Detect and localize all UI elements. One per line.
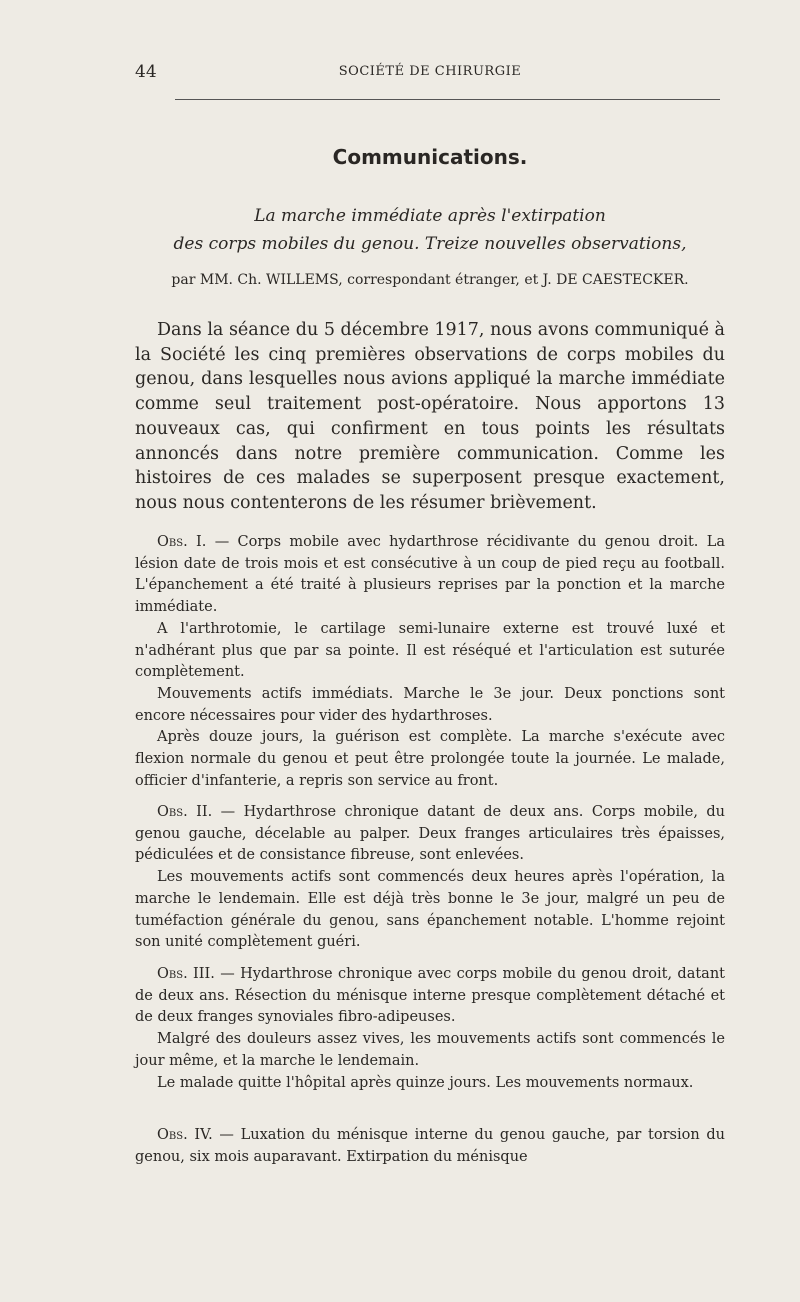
observation-paragraph bbox=[135, 532, 725, 619]
observation-label: Obs. I. bbox=[157, 534, 207, 550]
article-title bbox=[135, 202, 725, 258]
observation-text: — Hydarthrose chronique datant de deux ans. Corps mobile, du genou gauche, décelable au palper. Deux franges articulaires très épaisses, pédiculées et de consistance fibreuse, sont enlevées. bbox=[135, 804, 726, 864]
observation-label: Obs. II. bbox=[157, 804, 213, 820]
observation-1 bbox=[135, 532, 725, 792]
intro-text: Dans la séance du 5 décembre 1917, nous avons communiqué à la Société les cinq premières observations de corps mobiles du genou, dans lesquelles nous avions appliqué la marche immédiate comme seul traitement post-opératoire. Nous apportons 13 nouveaux cas, qui confirment en tous points les résultats annoncés dans notre première communication. Comme les histoires de ces malades se superposent presque exactement, nous nous contenterons de les résumer brièvement. bbox=[135, 320, 725, 513]
observation-paragraph bbox=[135, 802, 725, 867]
observation-paragraph bbox=[135, 1125, 725, 1168]
page-number: 44 bbox=[135, 62, 157, 82]
observation-paragraph: Le malade quitte l'hôpital après quinze jours. Les mouvements normaux. bbox=[157, 1074, 694, 1091]
observation-paragraph: Mouvements actifs immédiats. Marche le 3e jour. Deux ponctions sont encore nécessaires pour vider des hydarthroses. bbox=[135, 685, 725, 724]
observation-text: — Corps mobile avec hydarthrose récidivante du genou droit. La lésion date de trois mois et est consécutive à un coup de pied reçu au football. L'épanchement a été traité à plusieurs reprises par la ponction et la marche immédiate. bbox=[135, 534, 726, 616]
observation-label: Obs. III. bbox=[157, 966, 215, 982]
observation-text: — Luxation du ménisque interne du genou gauche, par torsion du genou, six mois auparavant. Extirpation du ménisque bbox=[135, 1127, 726, 1165]
observation-paragraph: Malgré des douleurs assez vives, les mouvements actifs sont commencés le jour même, et la marche le lendemain. bbox=[135, 1031, 725, 1069]
observation-paragraph bbox=[135, 964, 725, 1029]
article-title-line-1: La marche immédiate après l'extirpation bbox=[254, 206, 606, 226]
article-title-line-2: des corps mobiles du genou. Treize nouvelles observations, bbox=[173, 234, 687, 254]
observation-paragraph: A l'arthrotomie, le cartilage semi-lunaire externe est trouvé luxé et n'adhérant plus que par sa pointe. Il est réséqué et l'articulation est suturée complètement. bbox=[135, 620, 725, 681]
observation-paragraph: Les mouvements actifs sont commencés deux heures après l'opération, la marche le lendemain. Elle est déjà très bonne le 3e jour, malgré un peu de tuméfaction générale du genou, sans épanchement notable. L'homme rejoint son unité complètement guéri. bbox=[135, 869, 725, 951]
observation-2 bbox=[135, 802, 725, 954]
observation-label: Obs. IV. bbox=[157, 1127, 213, 1143]
running-head: SOCIÉTÉ DE CHIRURGIE bbox=[338, 64, 522, 79]
page-header bbox=[135, 62, 725, 84]
observation-3 bbox=[135, 964, 725, 1094]
observation-paragraph: Après douze jours, la guérison est complète. La marche s'exécute avec flexion normale du genou et peut être prolongée toute la journée. Le malade, officier d'infanterie, a repris son service au front. bbox=[135, 729, 725, 789]
header-rule bbox=[175, 99, 720, 100]
section-title: Communications. bbox=[332, 145, 528, 169]
observation-text: — Hydarthrose chronique avec corps mobile du genou droit, datant de deux ans. Résection du ménisque interne presque complètement détaché et de deux franges synoviales fibro-adipeuses. bbox=[135, 966, 725, 1026]
observation-4 bbox=[135, 1125, 725, 1168]
intro-paragraph bbox=[135, 318, 725, 516]
authors-line: par MM. Ch. WILLEMS, correspondant étranger, et J. DE CAESTECKER. bbox=[171, 272, 689, 288]
